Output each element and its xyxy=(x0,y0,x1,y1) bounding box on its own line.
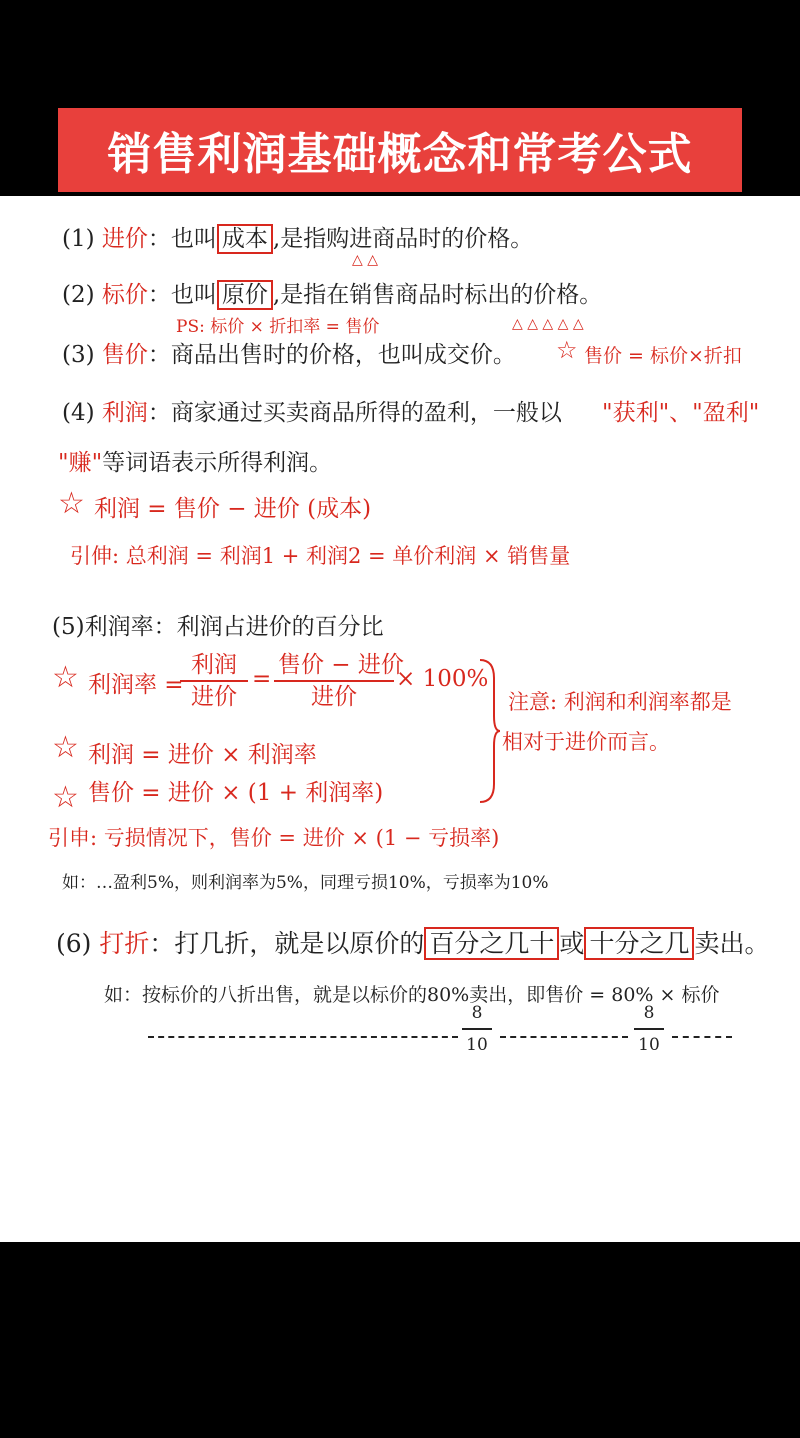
emphasis-triangle-icon: △ △ xyxy=(352,252,378,268)
item-4 xyxy=(62,394,562,427)
formula-rate-label: 利润率 = xyxy=(88,672,184,698)
item-5-heading: (5)利润率：利润占进价的百分比 xyxy=(52,614,384,640)
item-3-term: 售价 xyxy=(101,342,148,368)
formula-profit: 利润 = 进价 × 利润率 xyxy=(88,742,317,768)
star-icon: ☆ xyxy=(52,660,79,695)
curly-brace xyxy=(476,658,502,804)
fraction-eight-tenths-2-numerator: 8 xyxy=(634,998,664,1030)
fraction-2-numerator: 售价 − 进价 xyxy=(274,650,394,682)
fraction-2-denominator: 进价 xyxy=(311,684,357,710)
dashed-line xyxy=(672,1036,732,1038)
item-4-term: 利润 xyxy=(101,400,148,426)
fraction-1-numerator: 利润 xyxy=(180,650,248,682)
item-4-line2 xyxy=(58,444,332,477)
fraction-eight-tenths-2-denominator: 10 xyxy=(638,1035,660,1055)
fraction-1-denominator: 进价 xyxy=(191,684,237,710)
dashed-line xyxy=(148,1036,458,1038)
item-6-box-1: 百分之几十 xyxy=(424,927,559,960)
item-6-num: (6) xyxy=(56,929,92,958)
item-2-rest: ,是指在销售商品时标出的价格。 xyxy=(272,282,603,308)
item-2-boxed: 原价 xyxy=(217,280,273,310)
formula-sale-price: 售价 = 进价 × (1 + 利润率) xyxy=(88,780,384,806)
item-2-num: (2) xyxy=(62,282,95,308)
note-line-1: 注意: 利润和利润率都是 xyxy=(508,690,732,714)
note-sheet xyxy=(0,196,800,1242)
item-4-line2-red: "赚" xyxy=(58,450,103,476)
item-4-extension: 引伸: 总利润 = 利润1 + 利润2 = 单价利润 × 销售量 xyxy=(70,544,571,568)
item-2 xyxy=(62,276,602,309)
item-4-line2-text: 等词语表示所得利润。 xyxy=(102,450,333,476)
dashed-line xyxy=(500,1036,628,1038)
item-1 xyxy=(62,220,533,253)
fraction-eight-tenths-2 xyxy=(634,998,664,1060)
formula-rate-equals: = xyxy=(252,666,272,692)
star-icon: ☆ xyxy=(52,730,79,765)
item-1-rest: ,是指购进商品时的价格。 xyxy=(272,226,534,252)
formula-rate-tail: × 100% xyxy=(396,666,489,692)
item-6-box-2: 十分之几 xyxy=(584,927,694,960)
fraction-eight-tenths-1-numerator: 8 xyxy=(462,998,492,1030)
item-2-colon: ：也叫 xyxy=(147,282,217,308)
fraction-eight-tenths-1 xyxy=(462,998,492,1060)
fraction-eight-tenths-1-denominator: 10 xyxy=(466,1035,488,1055)
item-6-example: 如：按标价的八折出售，就是以标价的80%卖出，即售价 = 80% × 标价 xyxy=(104,984,720,1006)
star-icon: ☆ xyxy=(52,780,79,815)
item-2-term: 标价 xyxy=(101,282,148,308)
item-5-example: 如：…盈利5%，则利润率为5%，同理亏损10%，亏损率为10% xyxy=(62,873,549,893)
page-title: 销售利润基础概念和常考公式 xyxy=(107,129,693,180)
item-1-term: 进价 xyxy=(101,226,148,252)
formula-rate-fraction-2 xyxy=(274,650,404,712)
item-5-extension: 引申: 亏损情况下，售价 = 进价 × (1 − 亏损率) xyxy=(48,826,500,850)
item-2-ps: PS: 标价 × 折扣率 = 售价 xyxy=(176,317,380,337)
note-line-2: 相对于进价而言。 xyxy=(502,730,670,754)
item-1-num: (1) xyxy=(62,226,95,252)
item-1-colon: ：也叫 xyxy=(147,226,217,252)
item-4-formula: 利润 = 售价 − 进价 (成本) xyxy=(94,496,372,522)
star-icon: ☆ xyxy=(556,336,578,364)
emphasis-triangle-icon: △ △ △ △ △ xyxy=(512,316,584,332)
formula-rate-fraction-1 xyxy=(180,650,248,712)
item-6-term: 打折 xyxy=(99,929,150,958)
item-4-num: (4) xyxy=(62,400,95,426)
item-4-rest: ：商家通过买卖商品所得的盈利，一般以 xyxy=(147,400,562,426)
item-6-mid: 或 xyxy=(559,929,585,958)
item-1-boxed: 成本 xyxy=(217,224,273,254)
item-6-rest: 卖出。 xyxy=(694,929,770,958)
item-3-num: (3) xyxy=(62,342,95,368)
title-banner xyxy=(58,108,742,192)
item-6 xyxy=(56,924,769,960)
item-3-note: 售价 = 标价×折扣 xyxy=(584,345,742,367)
item-3 xyxy=(62,336,516,369)
item-4-quote: "获利"、"盈利" xyxy=(602,400,760,426)
star-icon: ☆ xyxy=(58,486,85,521)
item-6-colon: ：打几折，就是以原价的 xyxy=(149,929,425,958)
item-3-rest: ：商品出售时的价格，也叫成交价。 xyxy=(147,342,516,368)
